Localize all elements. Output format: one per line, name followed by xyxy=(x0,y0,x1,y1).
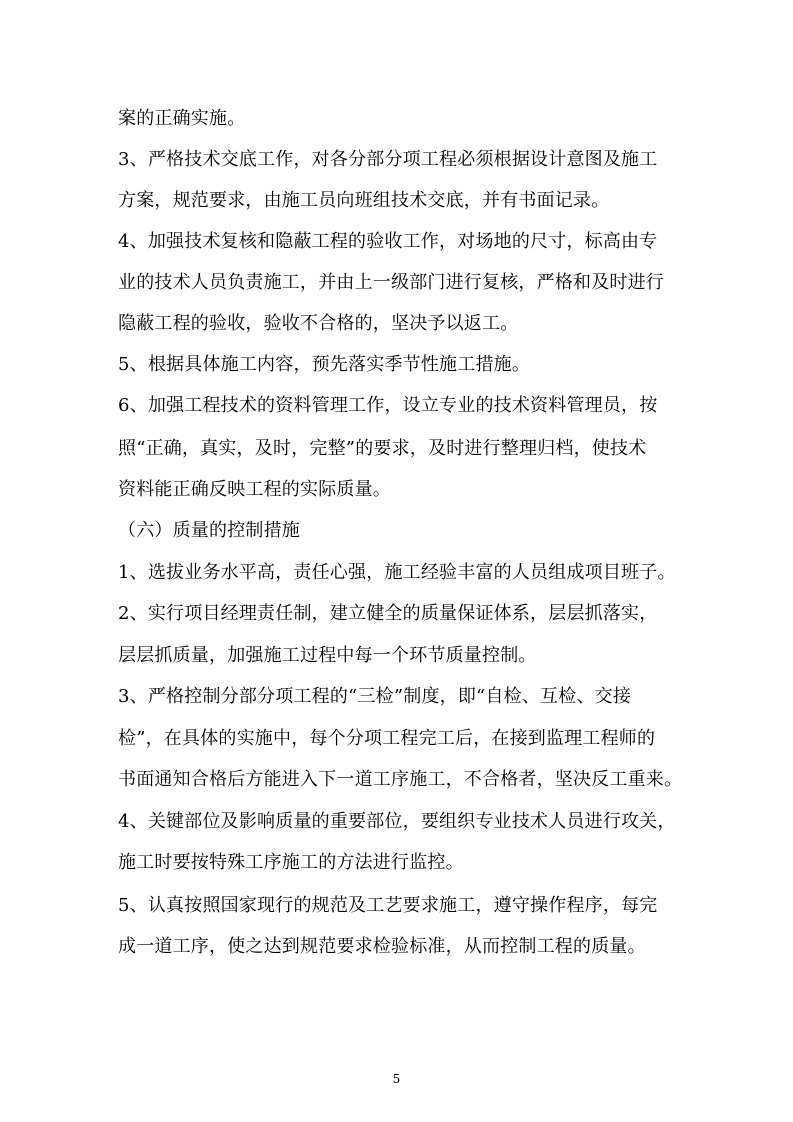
paragraph-line: 案的正确实施。 xyxy=(118,108,246,129)
paragraph-line: 照“正确，真实，及时，完整”的要求，及时进行整理归档，使技术 xyxy=(118,438,647,459)
paragraph-line: 成一道工序，使之达到规范要求检验标准，从而控制工程的质量。 xyxy=(118,936,646,957)
paragraph-line: 5、认真按照国家现行的规范及工艺要求施工，遵守操作程序，每完 xyxy=(118,895,658,916)
paragraph-line: 3、严格控制分部分项工程的“三检”制度，即“自检、互检、交接 xyxy=(118,686,632,707)
paragraph-line: 检”，在具体的实施中，每个分项工程完工后，在接到监理工程师的 xyxy=(118,728,656,749)
paragraph-line: 方案，规范要求，由施工员向班组技术交底，并有书面记录。 xyxy=(118,190,610,211)
paragraph-line: 层层抓质量，加强施工过程中每一个环节质量控制。 xyxy=(118,645,537,666)
paragraph-line: 隐蔽工程的验收，验收不合格的，坚决予以返工。 xyxy=(118,313,519,334)
page-number: 5 xyxy=(392,1072,401,1086)
paragraph-line: 6、加强工程技术的资料管理工作，设立专业的技术资料管理员，按 xyxy=(118,395,658,416)
paragraph-line: 资料能正确反映工程的实际质量。 xyxy=(118,479,391,500)
paragraph-line: 书面通知合格后方能进入下一道工序施工，不合格者，坚决反工重来。 xyxy=(118,769,683,790)
paragraph-line: 4、加强技术复核和隐蔽工程的验收工作，对场地的尺寸，标高由专 xyxy=(118,231,658,252)
paragraph-line: 业的技术人员负责施工，并由上一级部门进行复核，严格和及时进行 xyxy=(118,272,664,293)
paragraph-line: 3、严格技术交底工作，对各分部分项工程必须根据设计意图及施工 xyxy=(118,149,658,170)
paragraph-line: 2、实行项目经理责任制，建立健全的质量保证体系，层层抓落实， xyxy=(118,603,658,624)
section-heading: （六）质量的控制措施 xyxy=(118,520,300,541)
paragraph-line: 1、选拔业务水平高，责任心强，施工经验丰富的人员组成项目班子。 xyxy=(118,562,676,583)
paragraph-line: 4、关键部位及影响质量的重要部位，要组织专业技术人员进行攻关， xyxy=(118,811,676,832)
paragraph-line: 施工时要按特殊工序施工的方法进行监控。 xyxy=(118,852,464,873)
paragraph-line: 5、根据具体施工内容，预先落实季节性施工措施。 xyxy=(118,354,531,375)
